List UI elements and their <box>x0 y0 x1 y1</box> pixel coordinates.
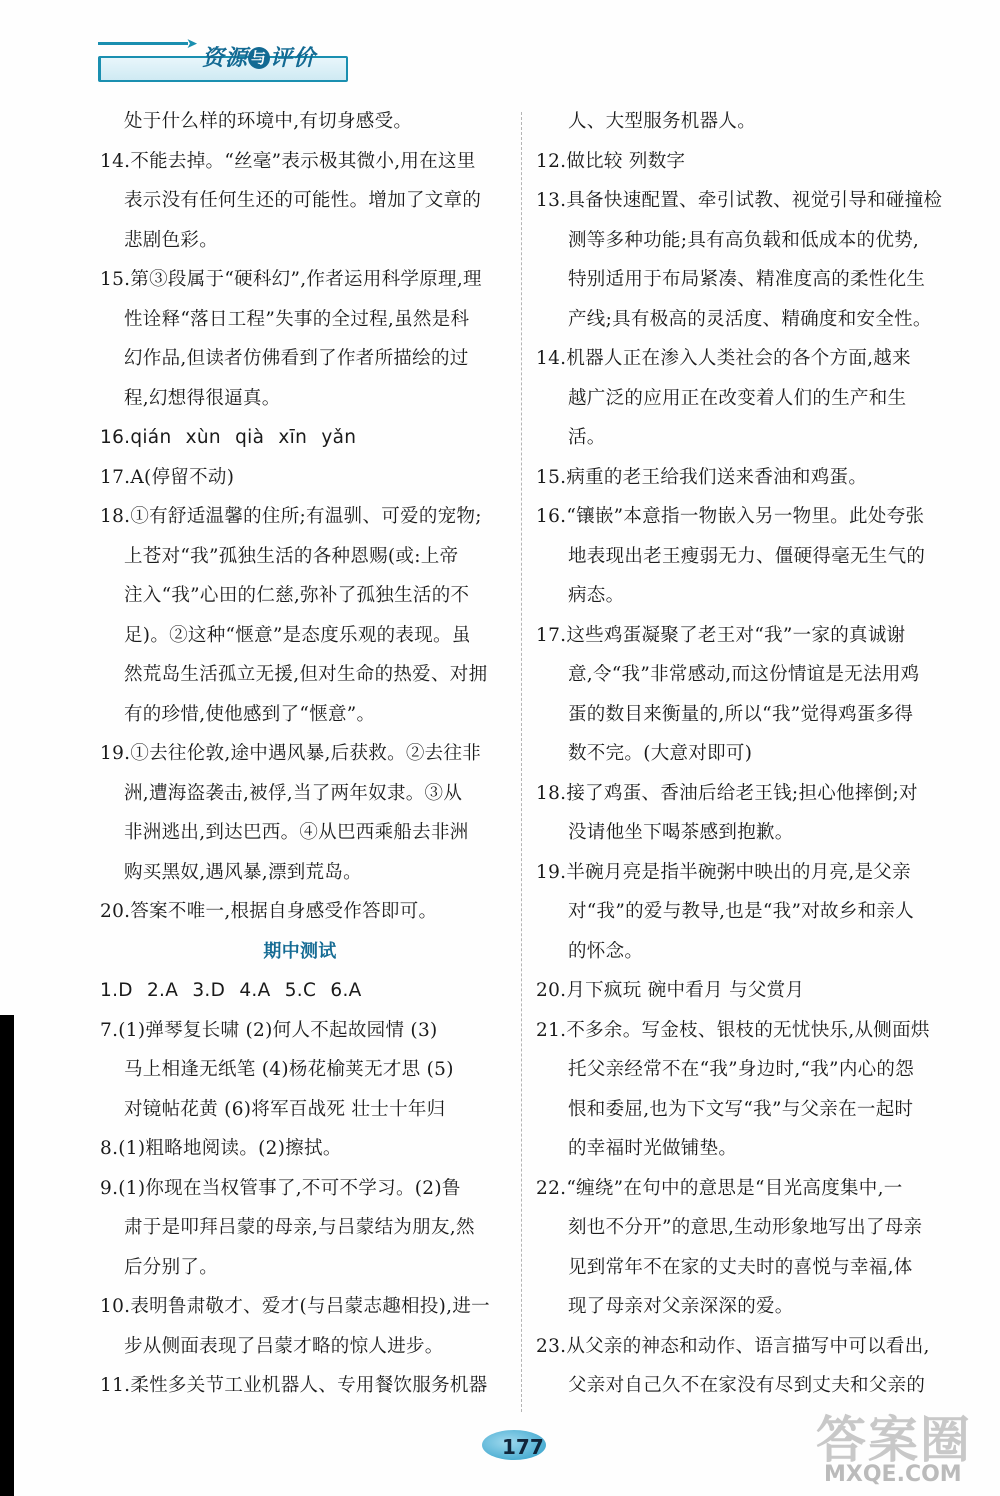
page-number: 177 <box>502 1435 544 1459</box>
answer-line: 16.“镶嵌”本意指一物嵌入另一物里。此处夸张 <box>536 506 925 527</box>
answer-line: 特别适用于布局紧凑、精准度高的柔性化生 <box>568 269 926 290</box>
watermark <box>816 1400 996 1496</box>
answer-line: 洲,遭海盗袭击,被俘,当了两年奴隶。③从 <box>124 782 463 804</box>
answer-line: 足)。②这种“惬意”是态度乐观的表现。虽 <box>124 624 471 646</box>
answer-line: 20.月下疯玩 碗中看月 与父赏月 <box>536 980 805 1001</box>
header-arrow-icon: ➤ <box>186 36 198 52</box>
left-column <box>100 102 500 1406</box>
answer-line: 人、大型服务机器人。 <box>568 111 757 132</box>
answer-line: 越广泛的应用正在改变着人们的生产和生 <box>568 387 907 409</box>
answer-line: 7.(1)弹琴复长啸 (2)何人不起故园情 (3) <box>100 1019 438 1041</box>
scan-edge-bar <box>0 1015 14 1496</box>
answer-line: 9.(1)你现在当权管事了,不可不学习。(2)鲁 <box>100 1177 461 1199</box>
section-title: 期中测试 <box>263 940 337 962</box>
watermark-url: MXQE.COM <box>824 1462 962 1487</box>
page-header <box>98 38 348 82</box>
answer-line: 的怀念。 <box>568 940 644 962</box>
answer-line: 13.具备快速配置、牵引试教、视觉引导和碰撞检 <box>536 190 943 211</box>
answer-line: 有的珍惜,使他感到了“惬意”。 <box>124 703 376 725</box>
answer-line: 1.D 2.A 3.D 4.A 5.C 6.A <box>100 980 362 1001</box>
watermark-logo: 答案圈 <box>816 1411 972 1469</box>
answer-line: 18.接了鸡蛋、香油后给老王钱;担心他摔倒;对 <box>536 782 918 804</box>
answer-line: 然荒岛生活孤立无援,但对生命的热爱、对拥 <box>124 664 488 685</box>
answer-line: 意,令“我”非常感动,而这份情谊是无法用鸡 <box>568 664 920 685</box>
answer-line: 的幸福时光做铺垫。 <box>568 1138 738 1159</box>
answer-line: 没请他坐下喝茶感到抱歉。 <box>568 822 794 843</box>
answer-line: 上苍对“我”孤独生活的各种恩赐(或:上帝 <box>124 545 459 567</box>
answer-line: 11.柔性多关节工业机器人、专用餐饮服务机器 <box>100 1375 488 1396</box>
answer-line: 14.机器人正在渗入人类社会的各个方面,越来 <box>536 348 911 369</box>
answer-line: 购买黑奴,遇风暴,漂到荒岛。 <box>124 861 362 883</box>
answer-line: 14.不能去掉。“丝毫”表示极其微小,用在这里 <box>100 150 476 172</box>
answer-line: 对镜帖花黄 (6)将军百战死 壮士十年归 <box>124 1098 446 1120</box>
answer-line: 19.①去往伦敦,途中遇风暴,后获救。②去往非 <box>100 743 482 764</box>
header-title-a: 资源 <box>202 46 249 71</box>
answer-line: 18.①有舒适温馨的住所;有温驯、可爱的宠物; <box>100 506 482 527</box>
answer-line: 处于什么样的环境中,有切身感受。 <box>124 111 413 132</box>
answer-line: 病态。 <box>568 585 625 606</box>
answer-line: 10.表明鲁肃敬才、爱才(与吕蒙志趣相投),进一 <box>100 1296 490 1317</box>
page-number-badge <box>482 1430 546 1460</box>
answer-line: 23.从父亲的神态和动作、语言描写中可以看出, <box>536 1335 930 1357</box>
answer-line: 悲剧色彩。 <box>124 229 219 251</box>
answer-line: 8.(1)粗略地阅读。(2)擦拭。 <box>100 1138 342 1159</box>
answer-line: 后分别了。 <box>124 1256 219 1278</box>
header-title-b: 评价 <box>270 46 317 71</box>
answer-line: 16.qián xùn qià xīn yǎn <box>100 427 357 448</box>
answer-line: 蛋的数目来衡量的,所以“我”觉得鸡蛋多得 <box>568 703 914 725</box>
header-title <box>202 41 316 72</box>
answer-line: 测等多种功能;具有高负载和低成本的优势, <box>568 229 920 251</box>
answer-line: 22.“缠绕”在句中的意思是“目光高度集中,一 <box>536 1177 903 1199</box>
answer-line: 托父亲经常不在“我”身边时,“我”内心的怨 <box>568 1059 915 1080</box>
answer-line: 对“我”的爱与教导,也是“我”对故乡和亲人 <box>568 901 915 922</box>
answer-line: 17.A(停留不动) <box>100 466 235 488</box>
answer-line: 恨和委屈,也为下文写“我”与父亲在一起时 <box>568 1098 914 1120</box>
answer-line: 20.答案不唯一,根据自身感受作答即可。 <box>100 901 438 922</box>
answer-line: 步从侧面表现了吕蒙才略的惊人进步。 <box>124 1335 444 1357</box>
answer-line: 马上相逢无纸笔 (4)杨花榆荚无才思 (5) <box>124 1059 454 1080</box>
answer-line: 幻作品,但读者仿佛看到了作者所描绘的过 <box>124 348 469 369</box>
answer-line: 表示没有任何生还的可能性。增加了文章的 <box>124 190 482 211</box>
answer-line: 产线;具有极高的灵活度、精确度和安全性。 <box>568 308 932 330</box>
right-column <box>536 102 943 1406</box>
answer-line: 21.不多余。写金枝、银枝的无忧快乐,从侧面烘 <box>536 1019 930 1041</box>
header-title-yu: 与 <box>248 47 270 69</box>
answer-line: 15.第③段属于“硬科幻”,作者运用科学原理,理 <box>100 269 482 290</box>
column-divider <box>521 112 522 1412</box>
answer-line: 刻也不分开”的意思,生动形象地写出了母亲 <box>568 1217 923 1238</box>
answer-line: 12.做比较 列数字 <box>536 150 686 172</box>
answer-line: 数不完。(大意对即可) <box>568 743 753 764</box>
answer-line: 父亲对自己久不在家没有尽到丈夫和父亲的 <box>568 1375 926 1396</box>
answer-line: 17.这些鸡蛋凝聚了老王对“我”一家的真诚谢 <box>536 624 906 646</box>
answer-line: 见到常年不在家的丈夫时的喜悦与幸福,体 <box>568 1256 913 1278</box>
answer-line: 性诠释“落日工程”失事的全过程,虽然是科 <box>124 308 470 330</box>
header-arrow-line <box>98 42 188 45</box>
answer-line: 地表现出老王瘦弱无力、僵硬得毫无生气的 <box>568 545 926 567</box>
answer-line: 19.半碗月亮是指半碗粥中映出的月亮,是父亲 <box>536 861 911 883</box>
answer-line: 活。 <box>568 427 606 448</box>
answer-line: 现了母亲对父亲深深的爱。 <box>568 1296 794 1317</box>
answer-line: 程,幻想得很逼真。 <box>124 387 281 409</box>
answer-line: 非洲逃出,到达巴西。④从巴西乘船去非洲 <box>124 822 469 843</box>
answer-line: 注入“我”心田的仁慈,弥补了孤独生活的不 <box>124 585 470 606</box>
answer-line: 肃于是叩拜吕蒙的母亲,与吕蒙结为朋友,然 <box>124 1217 475 1238</box>
answer-line: 15.病重的老王给我们送来香油和鸡蛋。 <box>536 466 868 488</box>
